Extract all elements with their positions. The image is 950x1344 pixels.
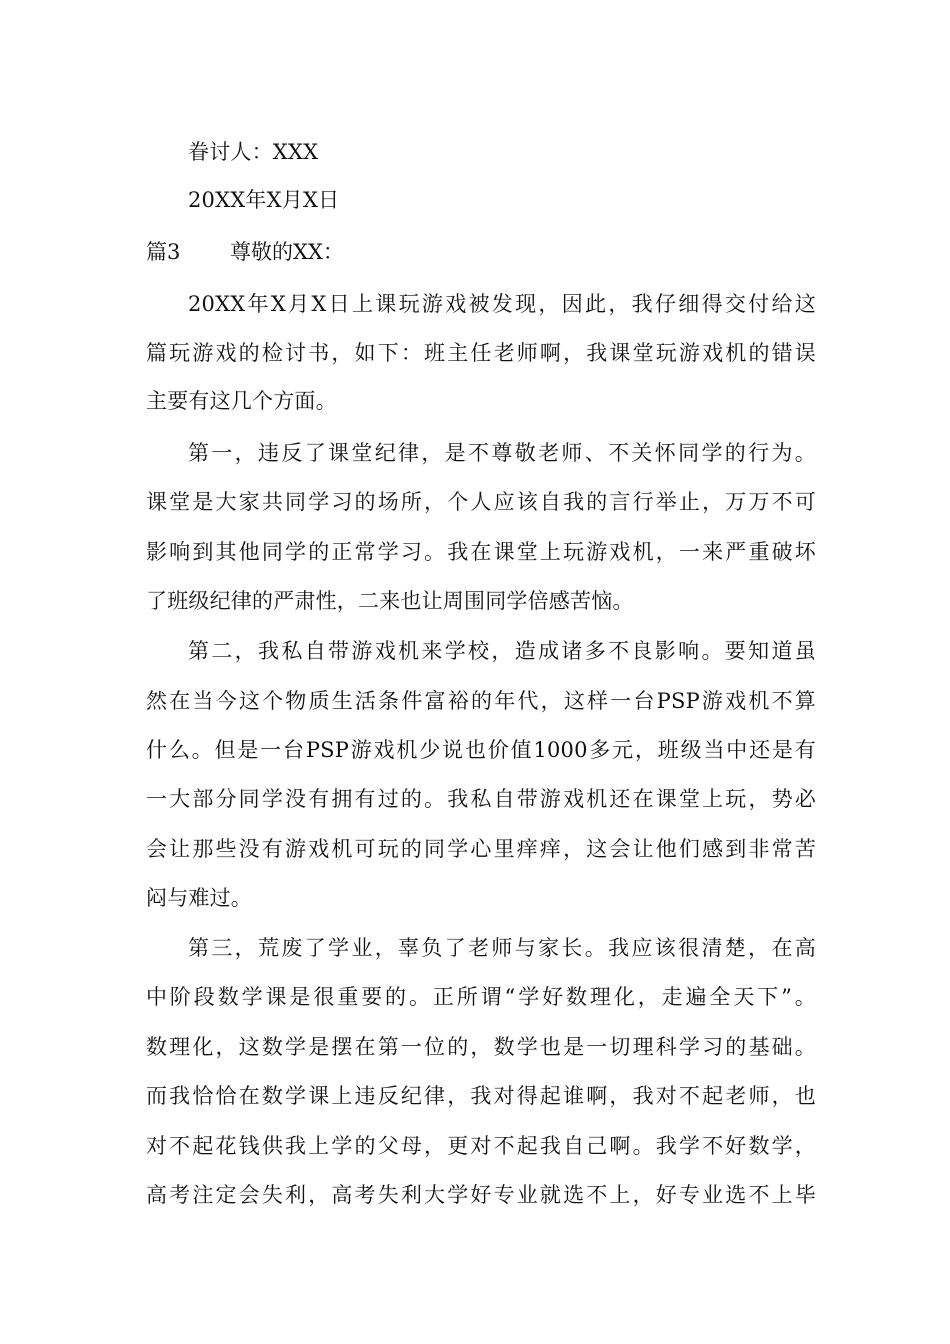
paragraph-4-line-3: 数理化，这数学是摆在第一位的，数学也是一切理科学习的基础。 [146, 1035, 816, 1059]
paragraph-1-line-3: 主要有这几个方面。 [146, 389, 337, 413]
paragraph-4-line-1: 第三，荒废了学业，辜负了老师与家长。我应该很清楚，在高 [188, 936, 816, 960]
paragraph-2-line-2: 课堂是大家共同学习的场所，个人应该自我的言行举止，万万不可 [146, 490, 816, 514]
paragraph-3-line-2: 然在当今这个物质生活条件富裕的年代，这样一台PSP游戏机不算 [146, 689, 816, 713]
paragraph-4-line-2: 中阶段数学课是很重要的。正所谓“学好数理化，走遍全天下”。 [146, 985, 816, 1009]
paragraph-1-line-1: 20XX年X月X日上课玩游戏被发现，因此，我仔细得交付给这 [188, 292, 816, 316]
paragraph-2-line-4: 了班级纪律的严肃性，二来也让周围同学倍感苦恼。 [146, 589, 634, 613]
paragraph-2-line-1: 第一，违反了课堂纪律，是不尊敬老师、不关怀同学的行为。 [188, 441, 816, 465]
paragraph-3-line-3: 什么。但是一台PSP游戏机少说也价值1000多元，班级当中还是有 [146, 738, 816, 762]
paragraph-2-line-3: 影响到其他同学的正常学习。我在课堂上玩游戏机，一来严重破坏 [146, 540, 816, 564]
paragraph-1-line-2: 篇玩游戏的检讨书，如下：班主任老师啊，我课堂玩游戏机的错误 [146, 341, 816, 365]
paragraph-4-line-5: 对不起花钱供我上学的父母，更对不起我自己啊。我学不好数学， [146, 1134, 816, 1158]
section-label: 篇3 [146, 240, 181, 264]
paragraph-3-line-4: 一大部分同学没有拥有过的。我私自带游戏机还在课堂上玩，势必 [146, 787, 816, 811]
paragraph-3-line-6: 闷与难过。 [146, 886, 252, 910]
paragraph-3-line-1: 第二，我私自带游戏机来学校，造成诸多不良影响。要知道虽 [188, 639, 816, 663]
salutation: 尊敬的XX： [230, 240, 344, 264]
signer-line: 眷讨人：XXX [188, 140, 319, 164]
paragraph-3-line-5: 会让那些没有游戏机可玩的同学心里痒痒，这会让他们感到非常苦 [146, 837, 816, 861]
paragraph-4-line-6: 高考注定会失利，高考失利大学好专业就选不上，好专业选不上毕 [146, 1183, 816, 1207]
paragraph-4-line-4: 而我恰恰在数学课上违反纪律，我对得起谁啊，我对不起老师，也 [146, 1084, 816, 1108]
date-line: 20XX年X月X日 [188, 188, 340, 212]
